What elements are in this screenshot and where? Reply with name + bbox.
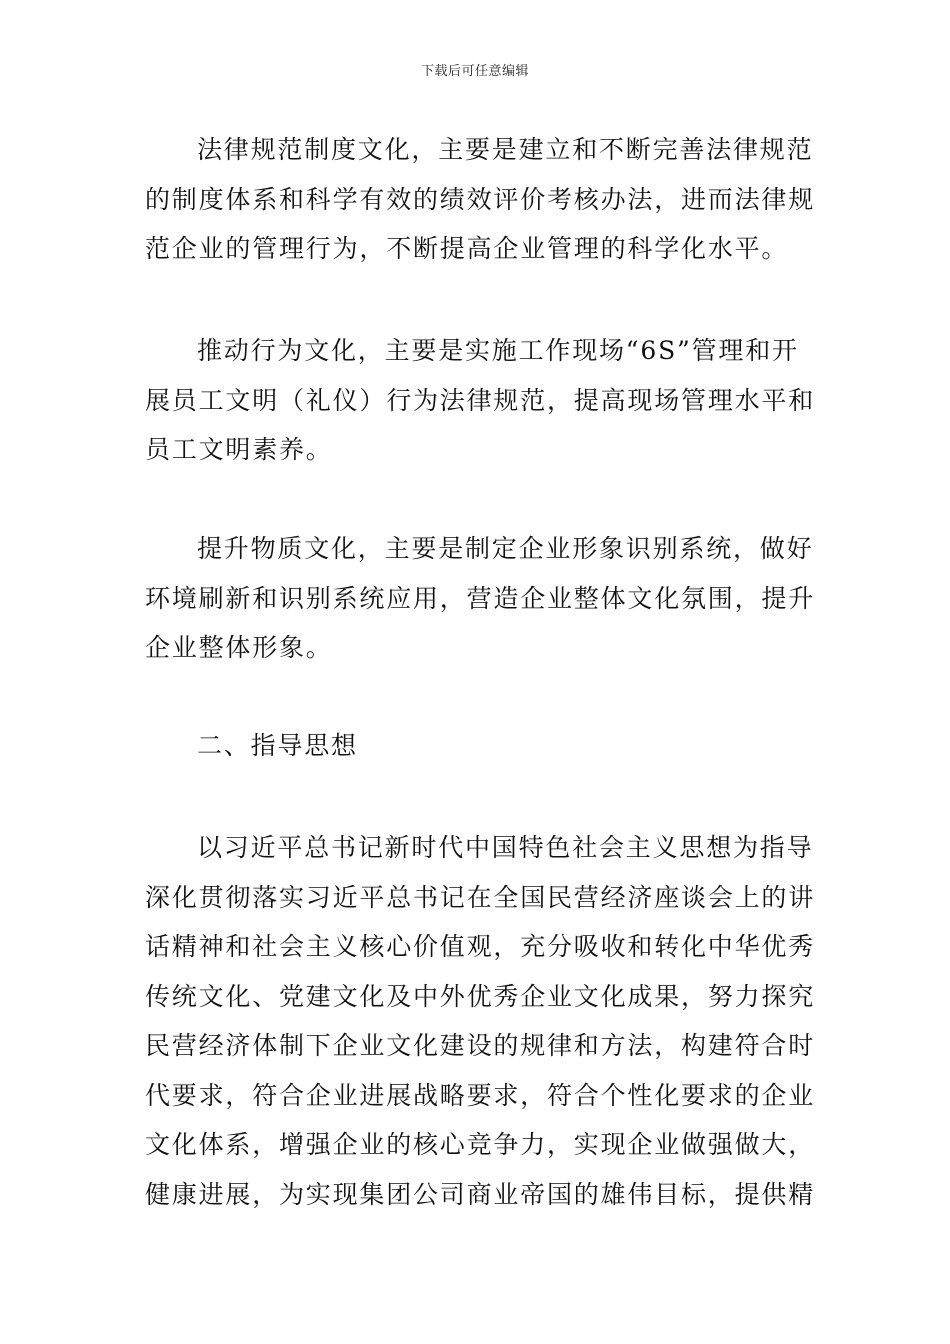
- section-heading: 二、指导思想: [197, 731, 358, 760]
- paragraph-line: 民营经济体制下企业文化建设的规律和方法，构建符合时: [145, 1031, 816, 1060]
- paragraph-line: 深化贯彻落实习近平总书记在全国民营经济座谈会上的讲: [145, 882, 816, 912]
- paragraph-line: 范企业的管理行为，不断提高企业管理的科学化水平。: [145, 234, 789, 263]
- page-header: 下载后可任意编辑: [420, 64, 529, 79]
- paragraph-line: 环境刷新和识别系统应用，营造企业整体文化氛围，提升: [145, 583, 816, 613]
- paragraph-line: 法律规范制度文化，主要是建立和不断完善法律规范: [197, 135, 814, 164]
- paragraph-line: 提升物质文化，主要是制定企业形象识别系统，做好: [197, 534, 814, 563]
- paragraph-line: 代要求，符合企业进展战略要求，符合个性化要求的企业: [145, 1080, 816, 1110]
- paragraph-line: 企业整体形象。: [145, 633, 333, 662]
- paragraph-line: 健康进展，为实现集团公司商业帝国的雄伟目标，提供精: [145, 1179, 816, 1209]
- paragraph-guiding-ideology: [145, 823, 816, 1219]
- paragraph-line: 员工文明素养。: [145, 435, 333, 464]
- paragraph-line: 传统文化、党建文化及中外优秀企业文化成果，努力探究: [145, 981, 816, 1011]
- paragraph-line: 以习近平总书记新时代中国特色社会主义思想为指导: [197, 833, 814, 862]
- paragraph-legal-culture: [145, 125, 816, 274]
- paragraph-line: 文化体系，增强企业的核心竞争力，实现企业做强做大，: [145, 1130, 816, 1159]
- paragraph-line: 推动行为文化，主要是实施工作现场“6S”管理和开: [197, 336, 799, 365]
- paragraph-line: 的制度体系和科学有效的绩效评价考核办法，进而法律规: [145, 184, 816, 214]
- paragraph-behavior-culture: [145, 326, 816, 475]
- paragraph-material-culture: [145, 524, 816, 673]
- paragraph-line: 展员工文明（礼仪）行为法律规范，提高现场管理水平和: [145, 385, 816, 415]
- paragraph-line: 话精神和社会主义核心价值观，充分吸收和转化中华优秀: [145, 932, 816, 961]
